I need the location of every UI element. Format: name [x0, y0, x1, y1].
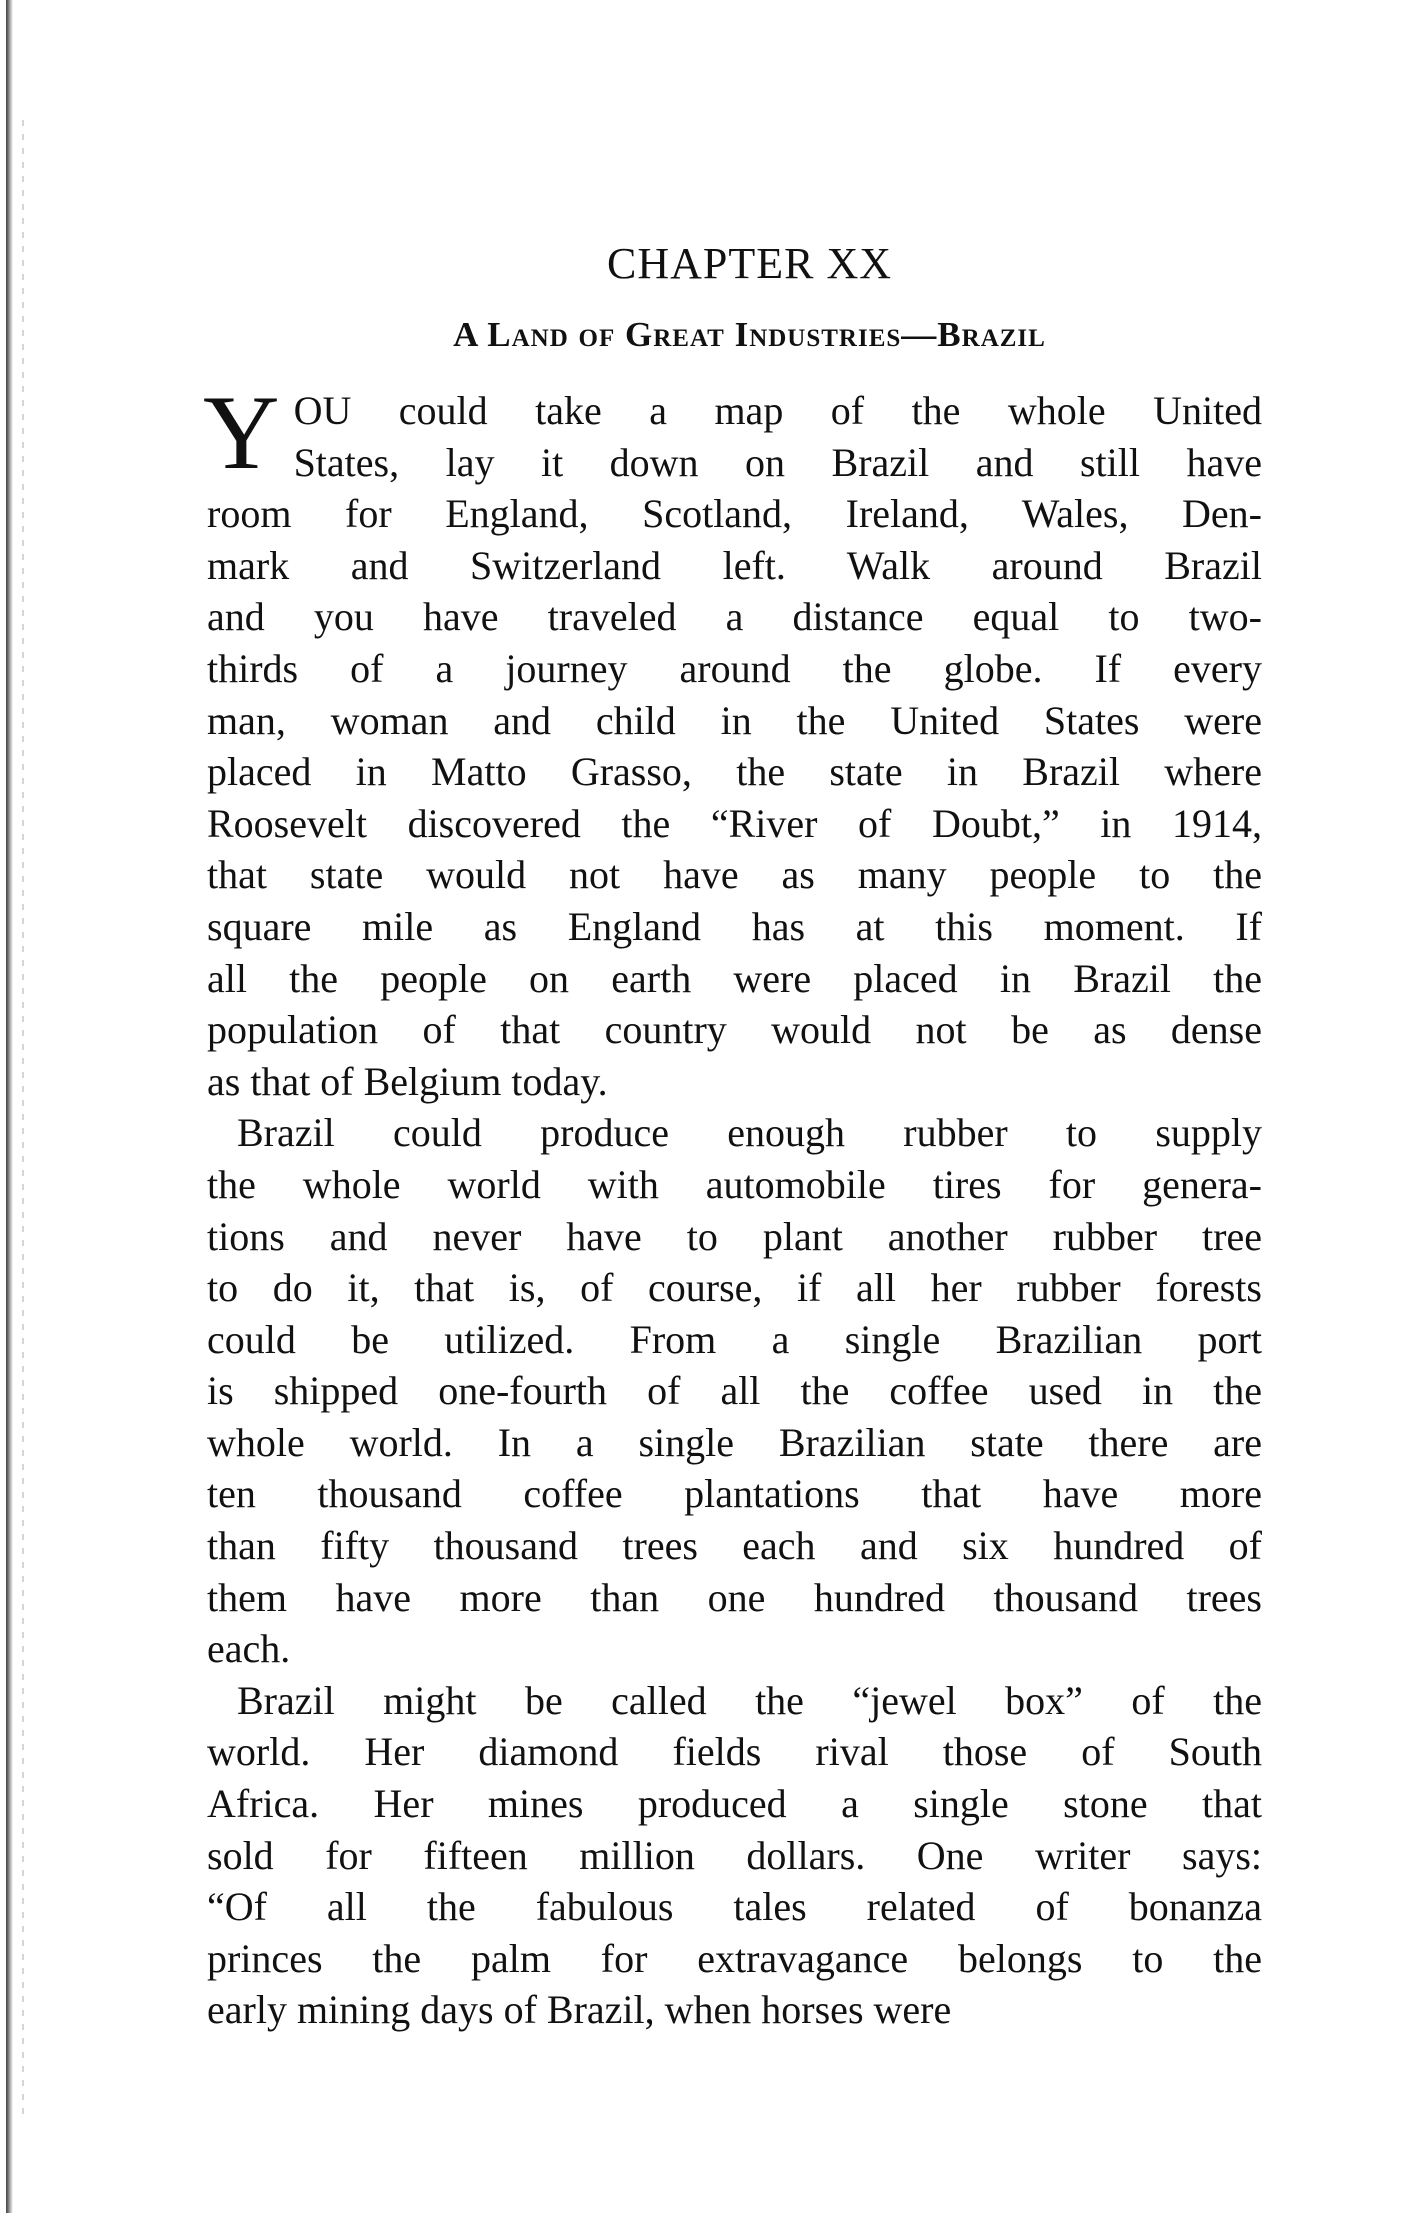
text-line: that state would not have as many people to the — [207, 852, 1262, 898]
text-line: world. Her diamond fields rival those of South — [207, 1729, 1262, 1775]
text-line: whole world. In a single Brazilian state there are — [207, 1419, 1262, 1465]
text-line: and you have traveled a distance equal to two- — [207, 594, 1262, 640]
text-line: man, woman and child in the United States were — [207, 697, 1262, 743]
text-line: tions and never have to plant another rubber tree — [207, 1213, 1262, 1259]
drop-cap: Y — [203, 374, 280, 491]
text-line: Roosevelt discovered the “River of Doubt,” in 1914, — [207, 800, 1262, 846]
text-line: “Of all the fabulous tales related of bonanza — [207, 1884, 1262, 1930]
text-line: population of that country would not be as dense — [207, 1007, 1262, 1053]
text-line: States, lay it down on Brazil and still have — [293, 439, 1262, 485]
text-line: could be utilized. From a single Brazilian port — [207, 1316, 1262, 1362]
text-line: Brazil could produce enough rubber to supply — [237, 1110, 1262, 1156]
paragraph — [207, 1107, 1262, 1675]
text-line: thirds of a journey around the globe. If every — [207, 645, 1262, 691]
text-line: them have more than one hundred thousand trees — [207, 1574, 1262, 1620]
text-line: as that of Belgium today. — [207, 1058, 608, 1104]
text-line: OU could take a map of the whole United — [293, 388, 1262, 433]
paragraph — [203, 374, 1262, 1107]
text-line: to do it, that is, of course, if all her rubber forests — [207, 1265, 1262, 1311]
text-line: square mile as England has at this moment. If — [207, 903, 1262, 949]
book-binding-edge — [6, 0, 13, 2213]
paragraph — [207, 1675, 1262, 2036]
text-line: early mining days of Brazil, when horses were — [207, 1987, 952, 2033]
text-line: all the people on earth were placed in Brazil the — [207, 955, 1262, 1001]
text-line: Africa. Her mines produced a single stone that — [207, 1781, 1262, 1827]
text-line: each. — [207, 1626, 291, 1672]
text-line: placed in Matto Grasso, the state in Brazil where — [207, 749, 1262, 795]
book-binding-shadow — [22, 120, 24, 2120]
chapter-title: CHAPTER XX — [606, 239, 893, 288]
text-line: the whole world with automobile tires for genera- — [207, 1161, 1262, 1207]
text-line: than fifty thousand trees each and six hundred of — [207, 1523, 1262, 1569]
text-line: Brazil might be called the “jewel box” of the — [237, 1677, 1262, 1723]
text-line: room for England, Scotland, Ireland, Wales, Den- — [207, 491, 1262, 537]
text-line: princes the palm for extravagance belongs to the — [207, 1935, 1262, 1981]
chapter-body — [203, 374, 1262, 2036]
text-line: sold for fifteen million dollars. One writer says: — [207, 1832, 1262, 1878]
book-page — [203, 238, 1262, 2036]
text-line: mark and Switzerland left. Walk around Brazil — [207, 542, 1262, 588]
chapter-subtitle: A Land of Great Industries—Brazil — [453, 315, 1046, 354]
text-line: ten thousand coffee plantations that have more — [207, 1471, 1262, 1517]
text-line: is shipped one-fourth of all the coffee used in the — [207, 1368, 1262, 1414]
